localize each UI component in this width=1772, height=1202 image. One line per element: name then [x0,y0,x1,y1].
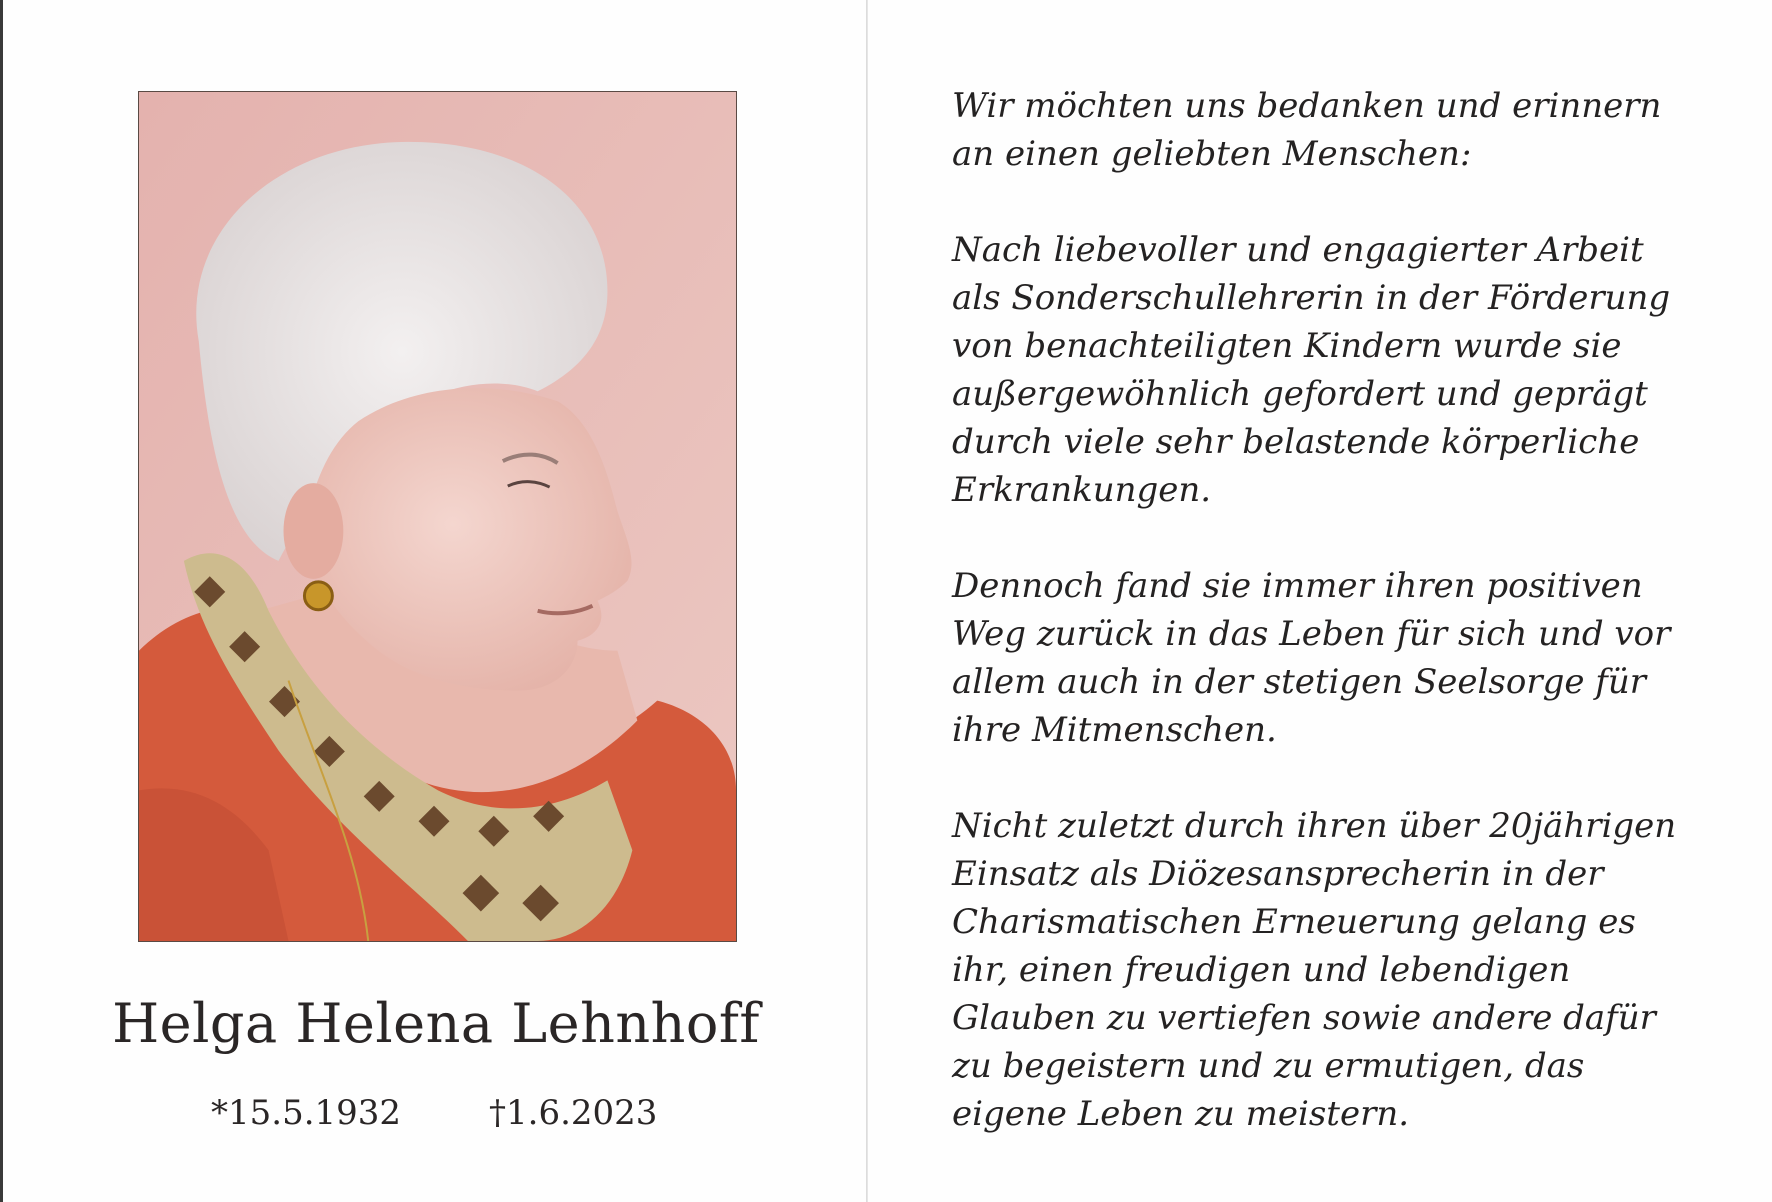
text-line: außergewöhnlich gefordert und geprägt [952,374,1648,414]
text-line: Weg zurück in das Leben für sich und vor [952,614,1671,654]
deceased-name: Helga Helena Lehnhoff [112,992,760,1055]
birth-date: *15.5.1932 [211,1093,402,1133]
death-date: †1.6.2023 [489,1093,658,1133]
text-line: eigene Leben zu meistern. [952,1094,1410,1134]
text-line: Nach liebevoller und engagierter Arbeit [952,230,1644,270]
text-line: ihr, einen freudigen und lebendigen [952,950,1571,990]
text-line: durch viele sehr belastende körperliche [952,422,1640,462]
paragraph-career [952,226,1752,514]
text-line: von benachteiligten Kindern wurde sie [952,326,1622,366]
text-line: als Sonderschullehrerin in der Förderung [952,278,1671,318]
portrait-photo-icon [138,91,737,942]
paragraph-resilience [952,562,1752,754]
text-line: ihre Mitmenschen. [952,710,1277,750]
text-line: Erkrankungen. [952,470,1212,510]
text-line: Einsatz als Diözesansprecherin in der [952,854,1604,894]
text-line: Dennoch fand sie immer ihren positiven [952,566,1643,606]
memorial-text [952,82,1752,1186]
paragraph-faith [952,802,1752,1138]
text-line: allem auch in der stetigen Seelsorge für [952,662,1646,702]
text-line: Wir möchten uns bedanken und erinnern [952,86,1662,126]
text-line: zu begeistern und zu ermutigen, das [952,1046,1585,1086]
paragraph-intro [952,82,1752,178]
text-line: Charismatischen Erneuerung gelang es [952,902,1636,942]
portrait-illustration [139,92,736,941]
text-line: Glauben zu vertiefen sowie andere dafür [952,998,1656,1038]
text-line: an einen geliebten Menschen: [952,134,1472,174]
text-line: Nicht zuletzt durch ihren über 20jährigen [952,806,1677,846]
card-left-panel [0,0,866,1202]
